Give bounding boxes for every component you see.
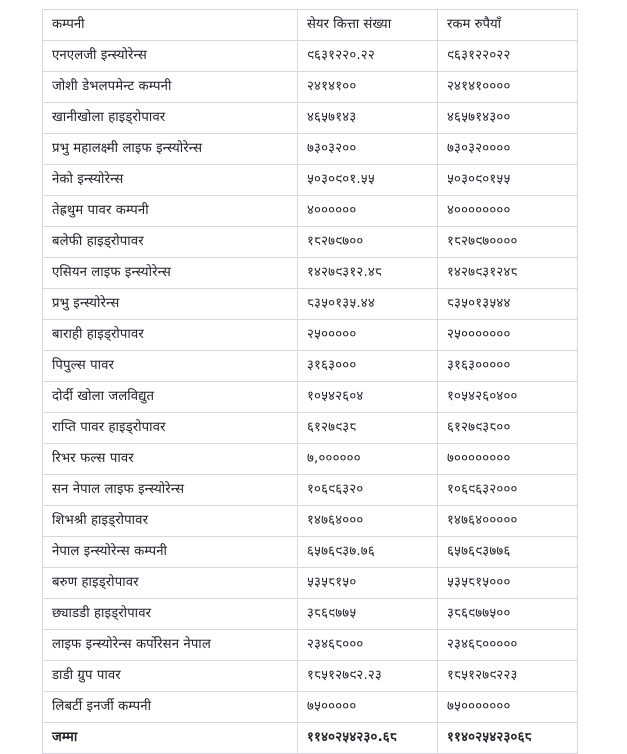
cell-amount-rupees: २४१४१०००० [438,72,578,103]
cell-company-name: बाराही हाइड्रोपावर [43,320,298,351]
cell-company-name: पिपुल्स पावर [43,351,298,382]
cell-share-units: १०६९६३२० [298,475,438,506]
cell-company-name: लाइफ इन्स्योरेन्स कर्पोरेसन नेपाल [43,630,298,661]
cell-share-units: १४२७९३१२.४८ [298,258,438,289]
table-row [43,134,578,165]
cell-share-units: ३१६३००० [298,351,438,382]
cell-amount-rupees: ४६५७१४३०० [438,103,578,134]
cell-amount-rupees: ३८६९७७५०० [438,599,578,630]
cell-amount-rupees: ७५००००००० [438,692,578,723]
cell-company-name: शिभश्री हाइड्रोपावर [43,506,298,537]
cell-amount-rupees: ८३५०१३५४४ [438,289,578,320]
table-body [43,41,578,754]
table-row [43,537,578,568]
cell-company-name: प्रभु महालक्ष्मी लाइफ इन्स्योरेन्स [43,134,298,165]
cell-company-name: बरुण हाइड्रोपावर [43,568,298,599]
cell-amount-rupees: १४२७९३१२४८ [438,258,578,289]
table-total-row [43,723,578,754]
cell-amount-rupees: ४०००००००० [438,196,578,227]
table-header-row [43,10,578,41]
cell-amount-rupees: ९६३१२२०२२ [438,41,578,72]
column-header-amount: रकम रुपैयाँ [438,10,578,41]
cell-company-name: नेको इन्स्योरेन्स [43,165,298,196]
table-row [43,103,578,134]
table-row [43,630,578,661]
table-row [43,444,578,475]
cell-share-units: २४१४१०० [298,72,438,103]
table-row [43,41,578,72]
cell-amount-rupees: ५०३०९०१५५ [438,165,578,196]
column-header-company: कम्पनी [43,10,298,41]
cell-company-name: दोर्दी खोला जलविद्युत [43,382,298,413]
table-row [43,72,578,103]
cell-amount-rupees: १४७६४००००० [438,506,578,537]
cell-amount-rupees: १०५४२६०४०० [438,382,578,413]
cell-company-name: प्रभु इन्स्योरेन्स [43,289,298,320]
cell-share-units: ७५००००० [298,692,438,723]
table-row [43,382,578,413]
cell-share-units: १८२७९७०० [298,227,438,258]
cell-share-units: ६५७६९३७.७६ [298,537,438,568]
cell-share-units: १४७६४००० [298,506,438,537]
table-row [43,599,578,630]
table-row [43,320,578,351]
cell-share-units: ११४०२५४२३०.६८ [298,723,438,754]
table-row [43,568,578,599]
cell-company-name: तेह्रथुम पावर कम्पनी [43,196,298,227]
cell-amount-rupees: १८५१२७९२२३ [438,661,578,692]
cell-company-name: रिभर फल्स पावर [43,444,298,475]
cell-amount-rupees: १०६९६३२००० [438,475,578,506]
table-row [43,196,578,227]
cell-company-name: राप्ति पावर हाइड्रोपावर [43,413,298,444]
table-row [43,506,578,537]
table-header [43,10,578,41]
cell-share-units: २३४६८००० [298,630,438,661]
cell-amount-rupees: ११४०२५४२३०६८ [438,723,578,754]
table-row [43,351,578,382]
cell-company-name: नेपाल इन्स्योरेन्स कम्पनी [43,537,298,568]
cell-amount-rupees: २५००००००० [438,320,578,351]
cell-company-name: लिबर्टी इनर्जी कम्पनी [43,692,298,723]
share-holdings-table [42,9,578,754]
cell-share-units: २५००००० [298,320,438,351]
table-row [43,289,578,320]
cell-share-units: ८३५०१३५.४४ [298,289,438,320]
table-row [43,258,578,289]
cell-company-name: बलेफी हाइड्रोपावर [43,227,298,258]
column-header-units: सेयर कित्ता संख्या [298,10,438,41]
cell-share-units: ४६५७१४३ [298,103,438,134]
cell-amount-rupees: ५३५८१५००० [438,568,578,599]
cell-company-name: डाडी ग्रुप पावर [43,661,298,692]
table-row [43,227,578,258]
cell-share-units: १८५१२७९२.२३ [298,661,438,692]
cell-share-units: ५०३०९०१.५५ [298,165,438,196]
table-row [43,475,578,506]
cell-share-units: ९६३१२२०.२२ [298,41,438,72]
table-row [43,413,578,444]
cell-share-units: ५३५८१५० [298,568,438,599]
cell-share-units: ७,०००००० [298,444,438,475]
cell-company-name: जम्मा [43,723,298,754]
cell-company-name: एनएलजी इन्स्योरेन्स [43,41,298,72]
table-row [43,661,578,692]
cell-share-units: ६१२७९३८ [298,413,438,444]
cell-company-name: एसियन लाइफ इन्स्योरेन्स [43,258,298,289]
cell-share-units: १०५४२६०४ [298,382,438,413]
cell-share-units: ७३०३२०० [298,134,438,165]
cell-amount-rupees: ७३०३२०००० [438,134,578,165]
cell-amount-rupees: १८२७९७०००० [438,227,578,258]
cell-amount-rupees: ६५७६९३७७६ [438,537,578,568]
cell-amount-rupees: २३४६८००००० [438,630,578,661]
cell-company-name: खानीखोला हाइड्रोपावर [43,103,298,134]
table-row [43,692,578,723]
cell-share-units: ३८६९७७५ [298,599,438,630]
table-row [43,165,578,196]
cell-company-name: छ्याडडी हाइड्रोपावर [43,599,298,630]
cell-amount-rupees: ३१६३००००० [438,351,578,382]
cell-amount-rupees: ६१२७९३८०० [438,413,578,444]
cell-company-name: सन नेपाल लाइफ इन्स्योरेन्स [43,475,298,506]
cell-share-units: ४०००००० [298,196,438,227]
cell-company-name: जोशी डेभलपमेन्ट कम्पनी [43,72,298,103]
cell-amount-rupees: ७०००००००० [438,444,578,475]
